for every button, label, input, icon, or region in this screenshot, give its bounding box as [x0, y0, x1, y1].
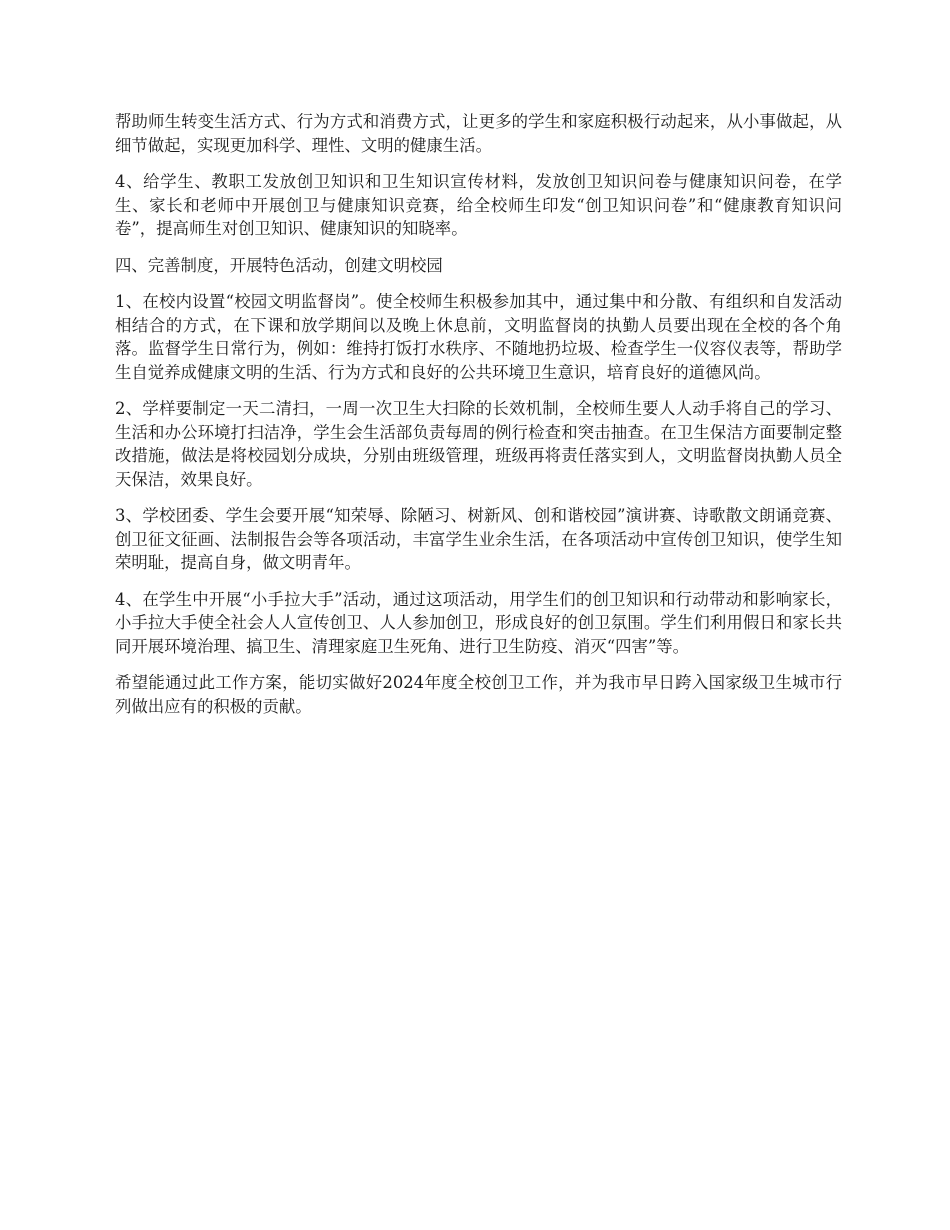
- section-heading-four: 四、完善制度，开展特色活动，创建文明校园: [115, 255, 443, 275]
- paragraph-item-2-cleaning: 2、学样要制定一天二清扫，一周一次卫生大扫除的长效机制，全校师生要人人动手将自己的学习、生活和办公环境打扫洁净，学生会生活部负责每周的例行检查和突击抽查。在卫生保洁方面要制定整改措施，做法是将校园划分成块，分别由班级管理，班级再将责任落实到人，文明监督岗执勤人员全天保洁，效果良好。: [115, 399, 842, 489]
- paragraph-conclusion: 希望能通过此工作方案，能切实做好2024年度全校创卫工作，并为我市早日跨入国家级卫生城市行列做出应有的积极的贡献。: [115, 673, 842, 716]
- paragraph-intro-continuation: 帮助师生转变生活方式、行为方式和消费方式，让更多的学生和家庭积极行动起来，从小事做起，从细节做起，实现更加科学、理性、文明的健康生活。: [115, 112, 842, 155]
- paragraph-item-4-small-hands: 4、在学生中开展“小手拉大手”活动，通过这项活动，用学生们的创卫知识和行动带动和影响家长，小手拉大手使全社会人人宣传创卫、人人参加创卫，形成良好的创卫氛围。学生们利用假日和家长共同开展环境治理、搞卫生、清理家庭卫生死角、进行卫生防疫、消灭“四害”等。: [115, 589, 842, 656]
- document-body: [115, 110, 842, 731]
- paragraph-item-4-materials: 4、给学生、教职工发放创卫知识和卫生知识宣传材料，发放创卫知识问卷与健康知识问卷，在学生、家长和老师中开展创卫与健康知识竞赛，给全校师生印发“创卫知识问卷”和“健康教育知识问卷”，提高师生对创卫知识、健康知识的知晓率。: [115, 172, 842, 238]
- paragraph-item-1-supervision: 1、在校内设置“校园文明监督岗”。使全校师生积极参加其中，通过集中和分散、有组织和自发活动相结合的方式，在下课和放学期间以及晚上休息前，文明监督岗的执勤人员要出现在全校的各个角落。监督学生日常行为，例如：维持打饭打水秩序、不随地扔垃圾、检查学生一仪容仪表等，帮助学生自觉养成健康文明的生活、行为方式和良好的公共环境卫生意识，培育良好的道德风尚。: [115, 292, 842, 382]
- paragraph-item-3-activities: 3、学校团委、学生会要开展“知荣辱、除陋习、树新风、创和谐校园”演讲赛、诗歌散文朗诵竞赛、创卫征文征画、法制报告会等各项活动，丰富学生业余生活，在各项活动中宣传创卫知识，使学生知荣明耻，提高自身，做文明青年。: [115, 506, 842, 572]
